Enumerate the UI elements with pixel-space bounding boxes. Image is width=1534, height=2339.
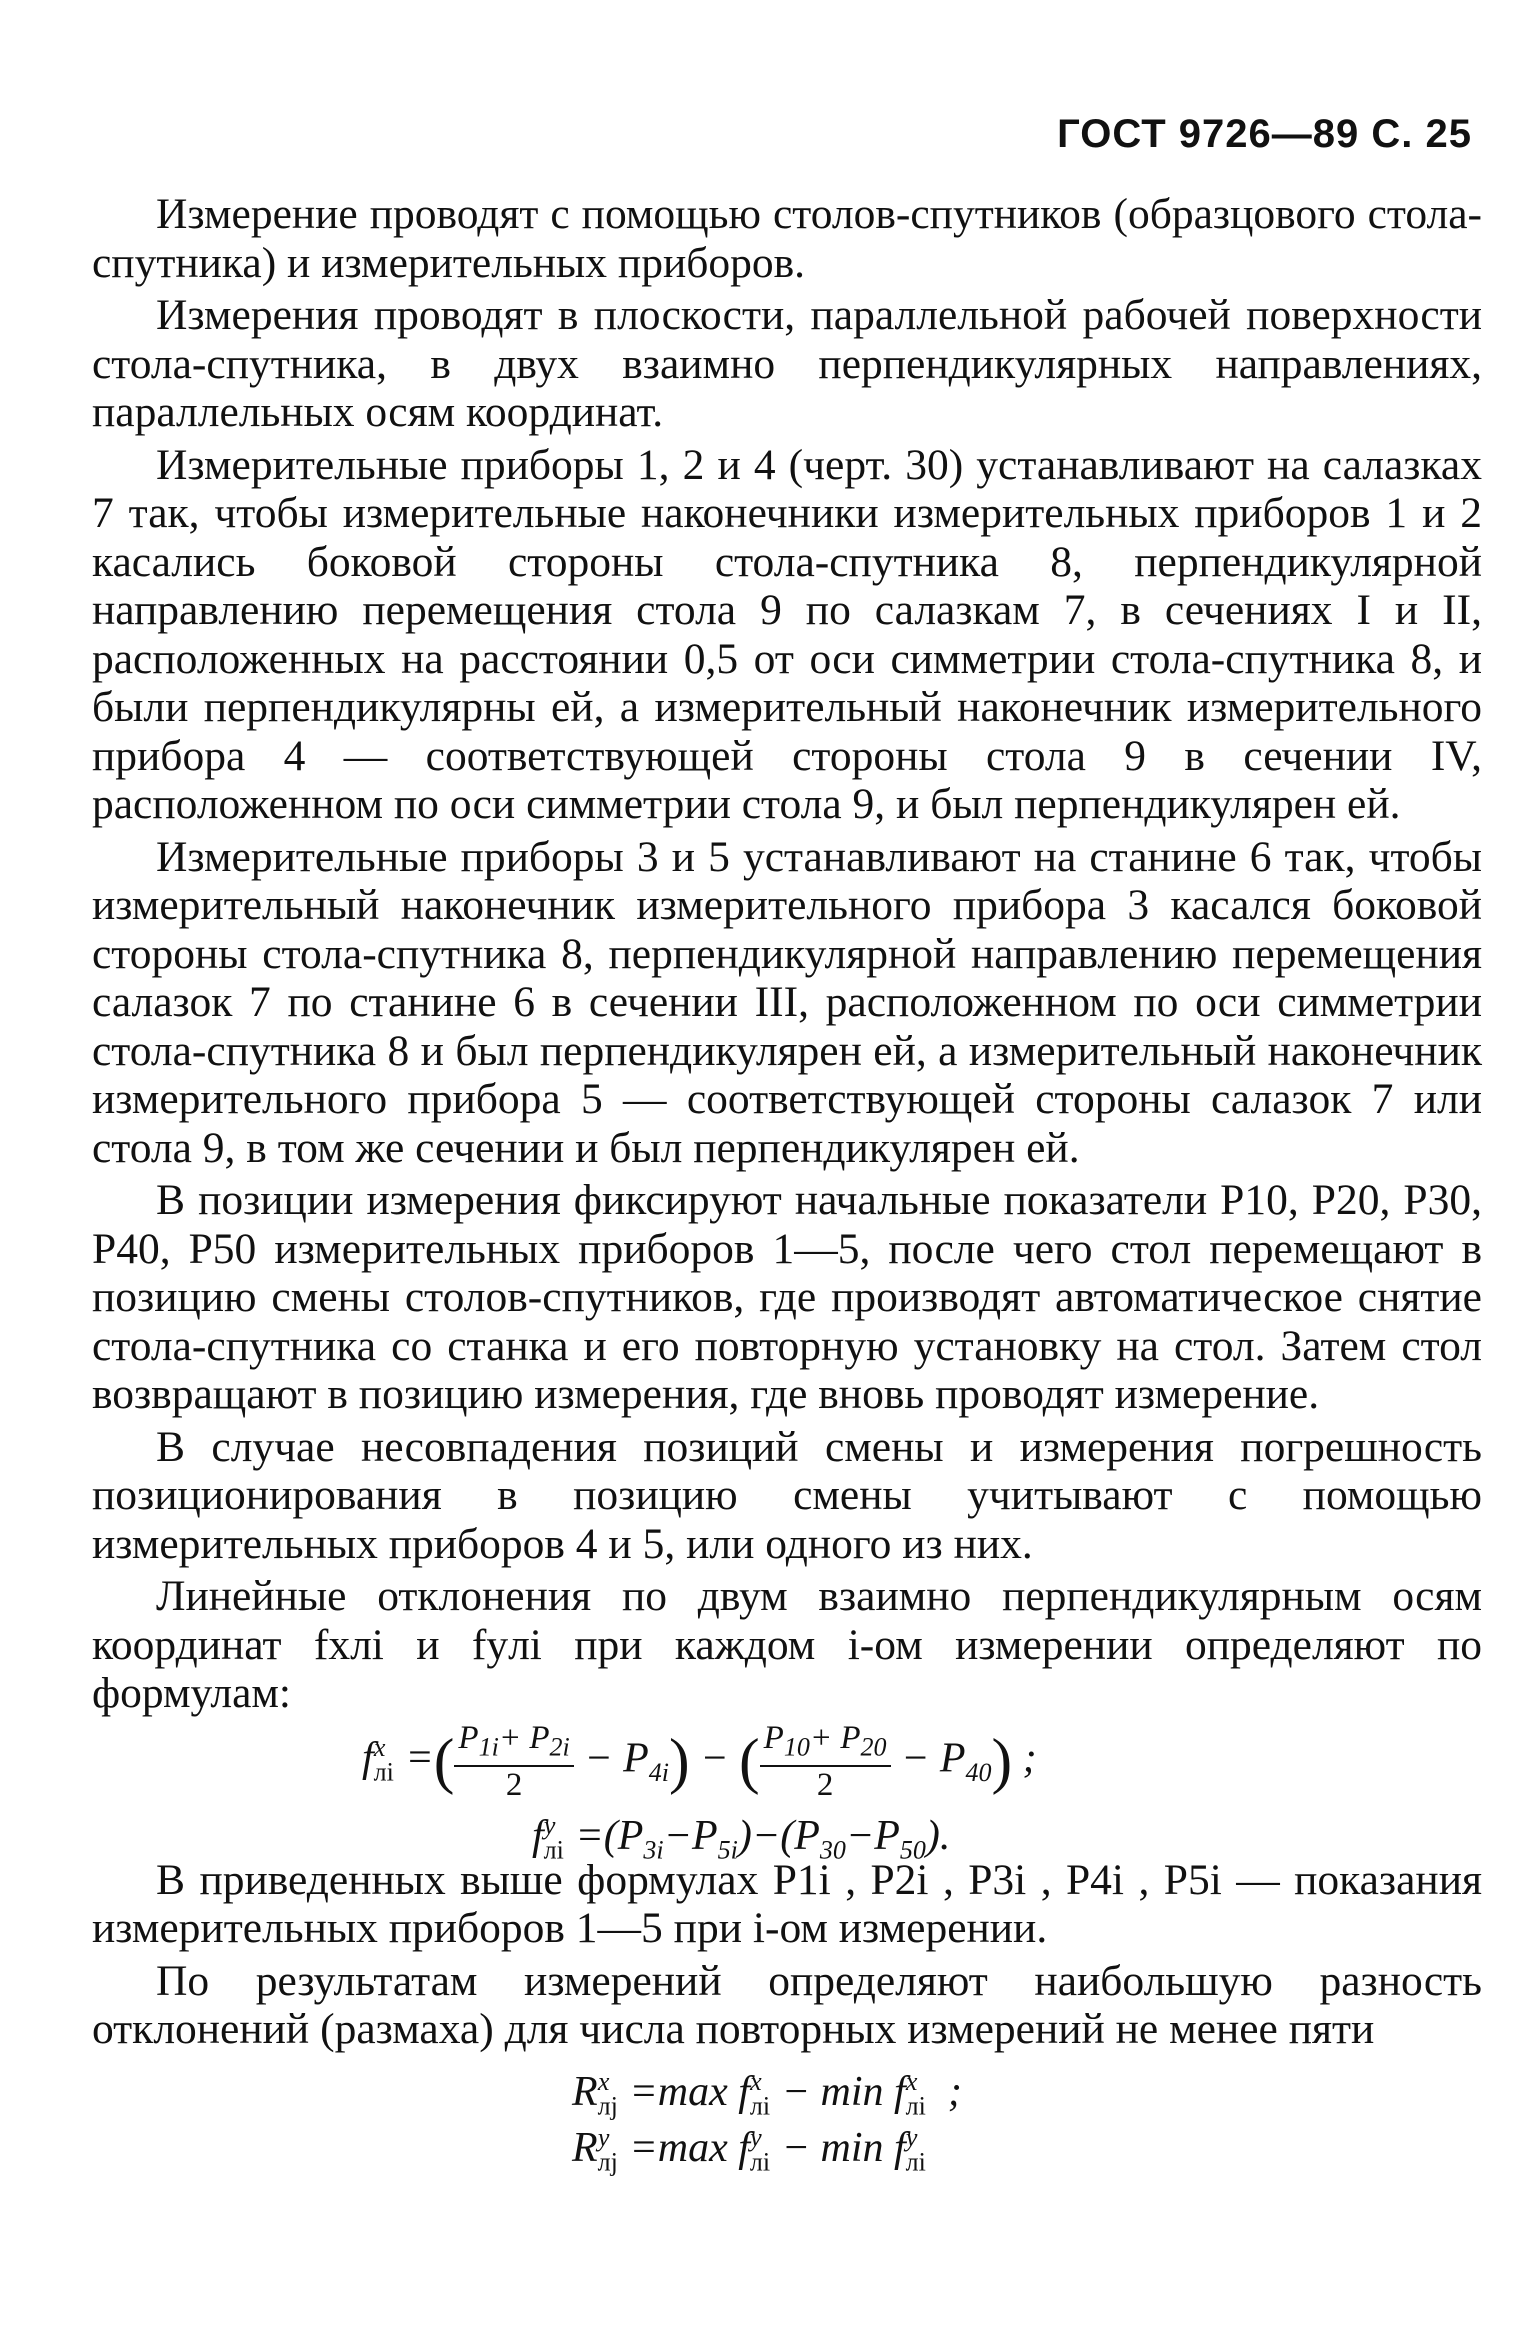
- formula-rx: $R_{лj}^x =\max$ $f_{лi}^x - \min f_{лi}^x$ ;: [572, 2066, 962, 2120]
- paragraph-4: Измерительные приборы 3 и 5 устанавливают на станине 6 так, чтобы измерительный наконечник измерительного прибора 3 касался боковой стороны стола-спутника 8, перпендикулярной направлению перемещения салазок 7 по станине 6 в сечении III, расположенном по оси симметрии стола-спутника 8 и был перпендикулярен ей, а измерительный наконечник измерительного прибора 5 — соответствующей стороны салазок 7 или стола 9, в том же сечении и был перпендикулярен ей.: [92, 832, 1482, 1172]
- formula-fx: $f_{лi}^x$ =( $\frac{P_{1i}+ P_{2i}}{2}$ − $P_{4i}$) − ( $\frac{P_{10}+ P_{20}}{2}$ − $P_{40}$) ;: [362, 1719, 1037, 1804]
- paragraph-2: Измерения проводят в плоскости, параллельной рабочей поверхности стола-спутника, в двух взаимно перпендикулярных направлениях, параллельных осям координат.: [92, 291, 1482, 436]
- paragraph-3: Измерительные приборы 1, 2 и 4 (черт. 30) устанавливают на салазках 7 так, чтобы измерительные наконечники измерительных приборов 1 и 2 касались боковой стороны стола-спутника 8, перпендикулярной направлению перемещения стола 9 по салазкам 7, в сечениях I и II, расположенных на расстоянии 0,5 от оси симметрии стола-спутника 8, и были перпендикулярны ей, а измерительный наконечник измерительного прибора 4 — соответствующей стороны стола 9 в сечении IV, расположенном по оси симметрии стола 9, и был перпендикулярен ей.: [92, 440, 1482, 828]
- page-header: ГОСТ 9726—89 С. 25: [1057, 112, 1472, 156]
- paragraph-1: Измерение проводят с помощью столов-спутников (образцового стола-спутника) и измерительных приборов.: [92, 190, 1482, 287]
- paragraph-6: В случае несовпадения позиций смены и измерения погрешность позиционирования в позицию смены учитывают с помощью измерительных приборов 4 и 5, или одного из них.: [92, 1422, 1482, 1568]
- formula-fy: $f_{лi}^y =(P_{3i}-P_{5i})-(P_{30}-P_{50})$.: [532, 1810, 951, 1864]
- document-body: [92, 190, 1482, 2176]
- paragraph-8: В приведенных выше формулах P1i , P2i , P3i , P4i , P5i — показания измерительных приборов 1—5 при i-ом измерении.: [92, 1855, 1482, 1952]
- paragraph-9: По результатам измерений определяют наибольшую разность отклонений (размаха) для числа повторных измерений не менее пяти: [92, 1956, 1482, 2053]
- paragraph-7: Линейные отклонения по двум взаимно перпендикулярным осям координат fxлi и fyлi при каждом i-ом измерении определяют по формулам:: [92, 1572, 1482, 1717]
- formula-block-fx-fy: [92, 1718, 1482, 1864]
- formula-block-r: [92, 2054, 1482, 2176]
- formula-ry: $R_{лj}^y =\max$ $f_{лi}^y - \min f_{лi}^y$: [572, 2122, 926, 2176]
- paragraph-5: В позиции измерения фиксируют начальные показатели P10, P20, P30, P40, P50 измерительных приборов 1—5, после чего стол перемещают в позицию смены столов-спутников, где производят автоматическое снятие стола-спутника со станка и его повторную установку на стол. Затем стол возвращают в позицию измерения, где вновь проводят измерение.: [92, 1176, 1482, 1418]
